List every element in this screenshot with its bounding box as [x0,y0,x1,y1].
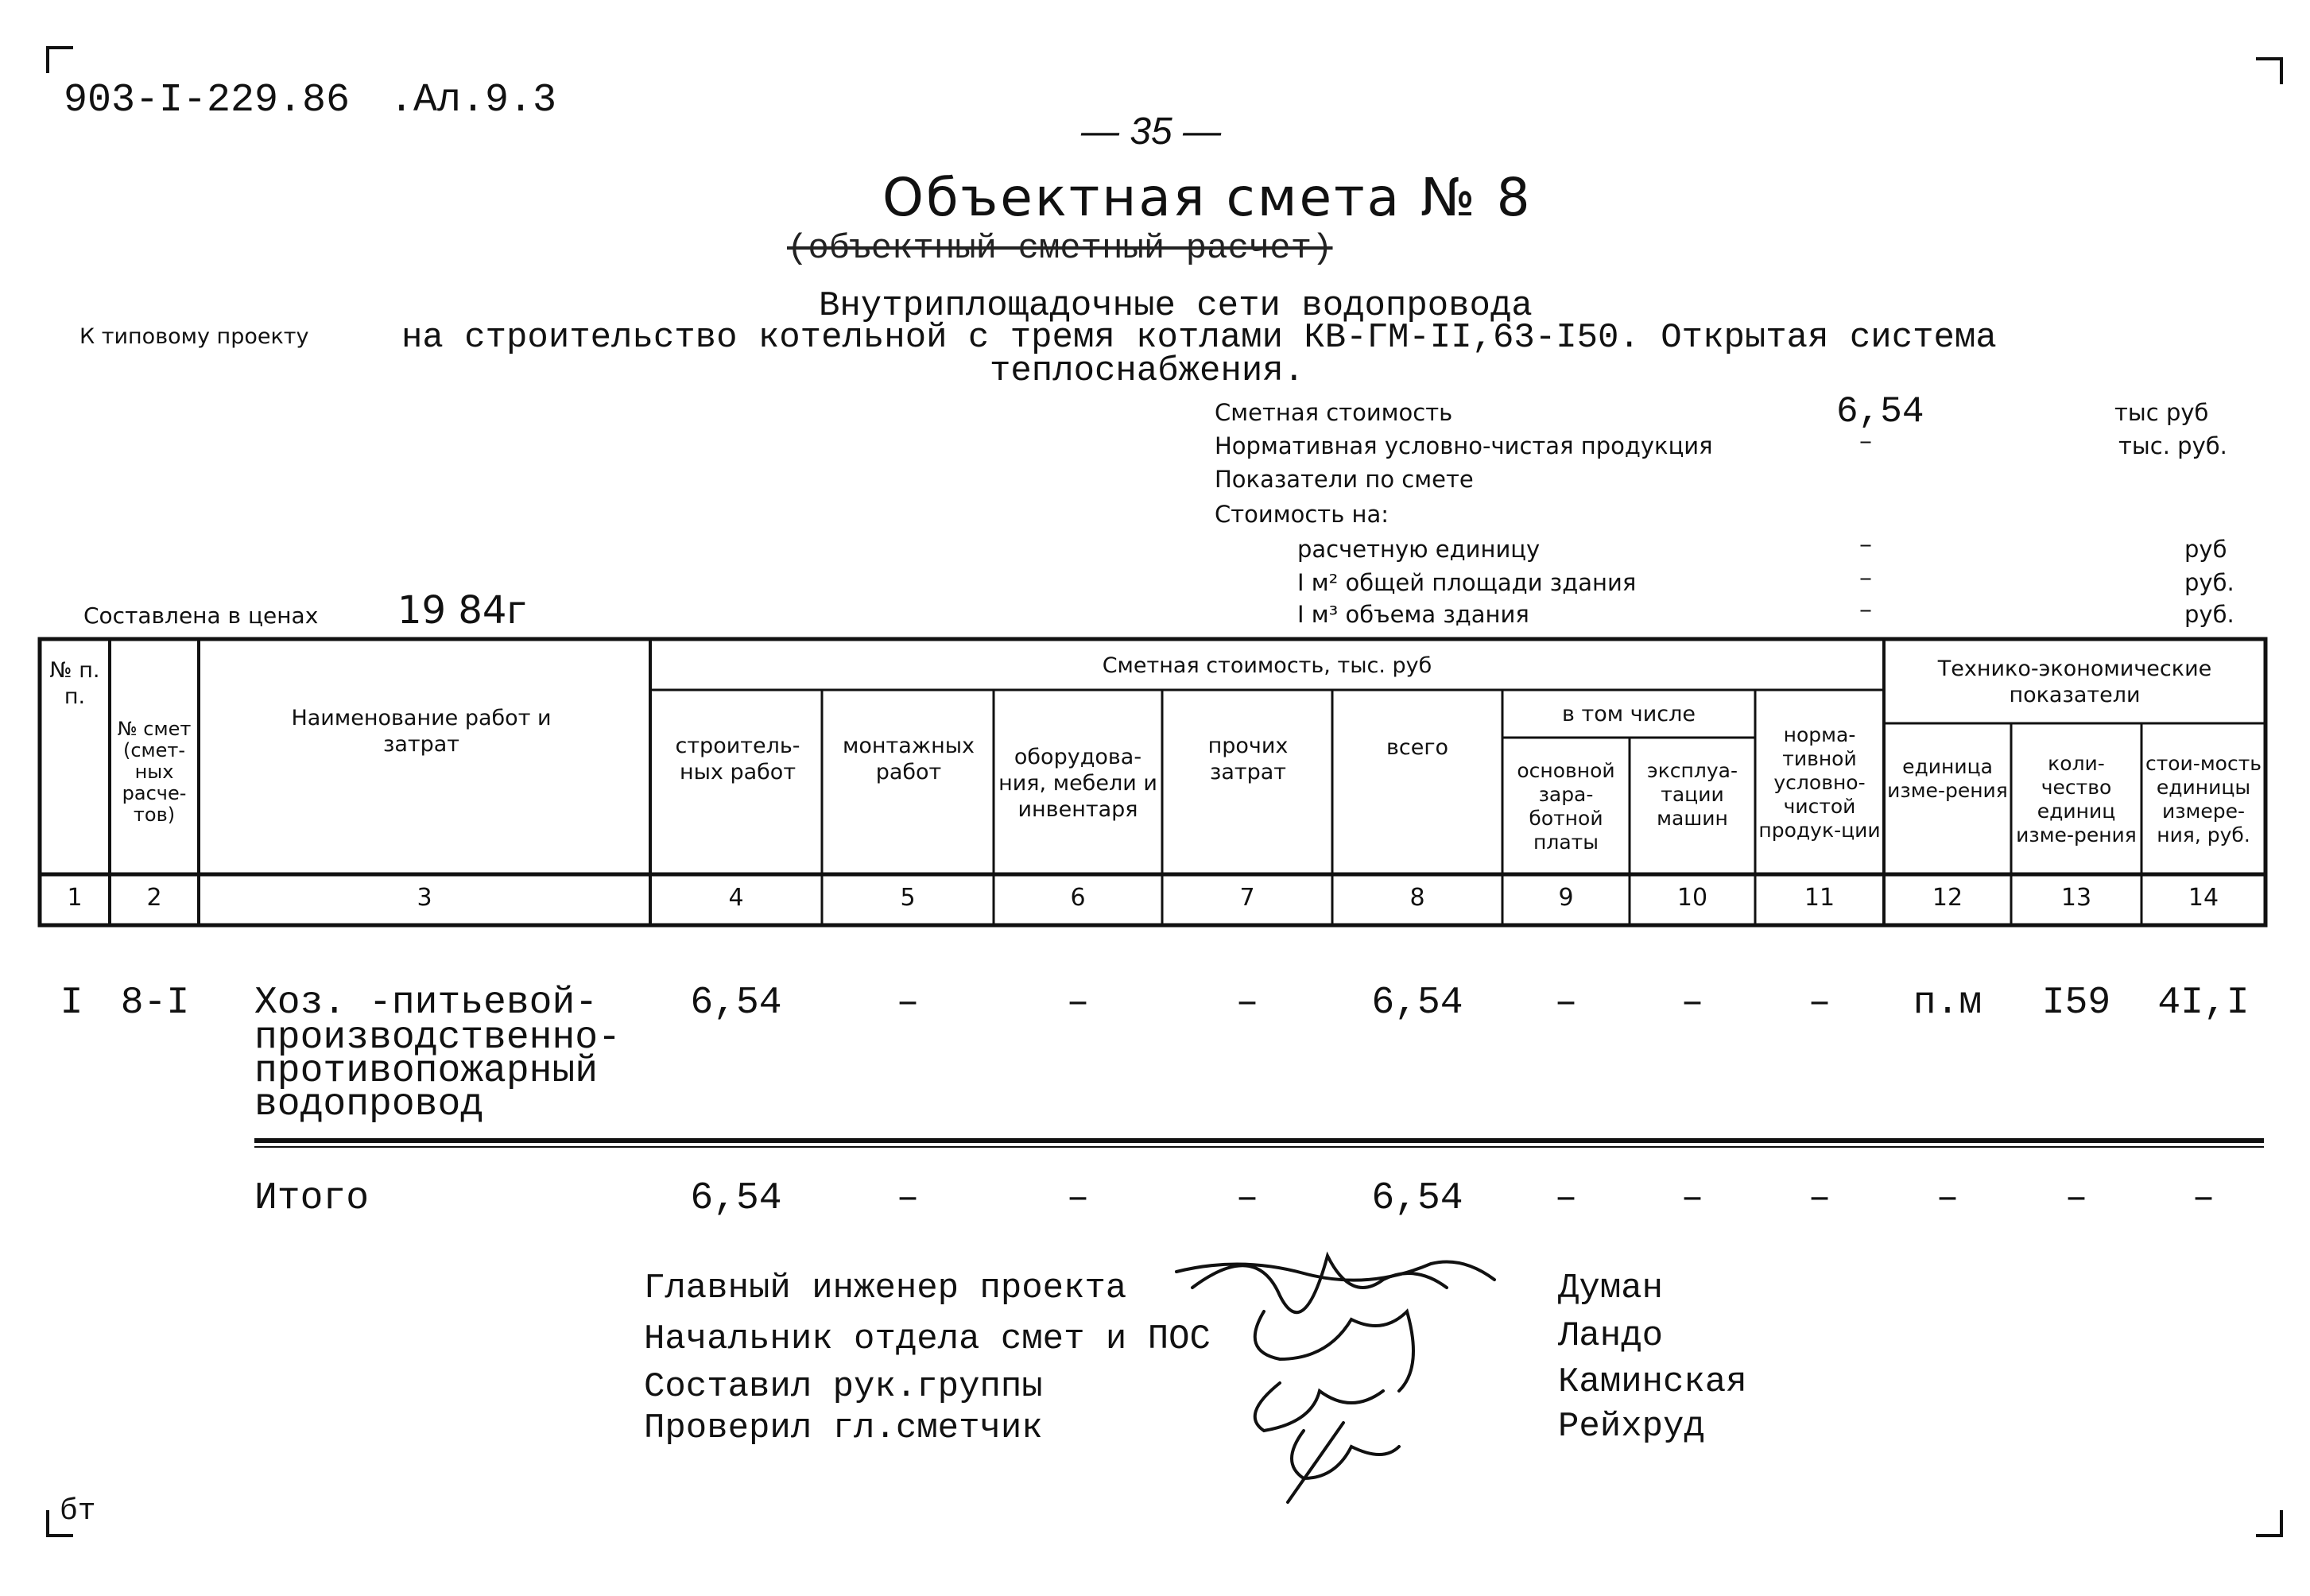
row-normative-output: – [1808,982,1831,1025]
column-number: 12 [1932,884,1963,912]
column-number: 8 [1409,884,1425,912]
column-number: 1 [67,884,83,912]
per-m2-label: I м² общей площади здания [1297,569,1637,596]
header-group-including: в том числе [1562,701,1696,726]
header-col7: прочих затрат [1207,734,1289,784]
header-col10: эксплуа-тации машин [1646,759,1738,830]
normative-output-unit: тыс. руб. [2118,432,2227,459]
signature-role: Составил рук.группы [644,1367,1043,1407]
signature-role: Проверил гл.сметчик [644,1408,1043,1448]
row-name-line: производственно- [254,1017,621,1059]
per-m3-value: – [1858,598,1874,625]
column-number: 6 [1070,884,1086,912]
page-number: — 35 — [1081,110,1222,153]
total-machine-operation: – [1680,1177,1704,1220]
total-unit: – [1936,1177,1959,1220]
total-total-cost: 6,54 [1371,1177,1463,1220]
row-name-line: Хоз. -питьевой- [254,982,599,1025]
indicators-label: Показатели по смете [1215,466,1474,493]
signature-name: Думан [1558,1269,1664,1308]
project-description-line1: на строительство котельной с тремя котлами КВ-ГМ-II,63-I50. Открытая система [401,318,1997,358]
row-equipment-cost: – [1066,982,1090,1025]
signature-role: Главный инженер проекта [644,1269,1127,1308]
total-equipment-cost: – [1066,1177,1090,1220]
column-number: 10 [1676,884,1708,912]
column-number: 2 [146,884,162,912]
total-other-cost: – [1235,1177,1259,1220]
total-unit-cost: – [2192,1177,2215,1220]
row-construction-cost: 6,54 [690,982,782,1025]
total-wages: – [1554,1177,1578,1220]
document-code: 903-I-229.86 [64,78,351,123]
row-number: I [60,982,83,1025]
sheet-code: .Ал.9.3 [390,78,557,123]
project-prefix: К типовому проекту [79,324,309,349]
per-m3-label: I м³ объема здания [1297,601,1529,628]
column-number: 7 [1239,884,1255,912]
header-col12: единица изме-рения [1887,755,2008,802]
row-name-line: противопожарный [254,1050,599,1093]
project-description-line2: теплоснабжения. [990,351,1305,391]
header-col6: оборудова-ния, мебели и инвентаря [998,744,1157,822]
header-col3: Наименование работ и затрат [291,706,552,757]
column-number: 13 [2060,884,2092,912]
row-total-cost: 6,54 [1371,982,1463,1025]
page-title: Объектная смета № 8 [882,167,1533,228]
column-number: 9 [1558,884,1574,912]
header-col1: № п. п. [49,658,100,709]
object-name: Внутриплощадочные сети водопровода [819,286,1533,326]
header-col5: монтажных работ [842,734,975,784]
signature-name: Ландо [1558,1316,1664,1356]
row-other-cost: – [1235,982,1259,1025]
prices-label: Составлена в ценах [83,602,319,629]
estimated-cost-unit: тыс руб [2114,399,2209,426]
row-unit: п.м [1913,982,1982,1025]
header-col8: всего [1386,734,1449,760]
signature-role: Начальник отдела смет и ПОС [644,1319,1211,1359]
handwritten-signatures [1145,1224,1526,1518]
column-number: 11 [1804,884,1835,912]
per-unit-unit: руб [2184,536,2227,563]
row-quantity: I59 [2041,982,2111,1025]
header-col2: № смет (смет-ных расче-тов) [117,717,192,826]
total-construction-cost: 6,54 [690,1177,782,1220]
row-wages: – [1554,982,1578,1025]
header-col4: строитель-ных работ [675,734,800,784]
prices-year: 19 84г [397,588,527,633]
signature-name: Рейхруд [1558,1407,1705,1447]
signature-name: Каминская [1558,1362,1747,1402]
footer-mark: бт [60,1494,96,1528]
total-normative-output: – [1808,1177,1831,1220]
normative-output-label: Нормативная условно-чистая продукция [1215,432,1713,459]
struck-subtitle: (объектный сметный расчет) [787,229,1333,269]
per-m2-unit: руб. [2184,569,2234,596]
cost-per-label: Стоимость на: [1215,501,1389,528]
header-col14: стои-мость единицы измере-ния, руб. [2145,752,2262,846]
total-label: Итого [254,1177,370,1220]
normative-output-value: – [1858,429,1874,456]
per-m3-unit: руб. [2184,601,2234,628]
row-installation-cost: – [896,982,920,1025]
per-unit-value: – [1858,533,1874,560]
header-group-cost: Сметная стоимость, тыс. руб [1102,653,1432,678]
per-unit-label: расчетную единицу [1297,536,1541,563]
estimated-cost-label: Сметная стоимость [1215,399,1453,426]
header-col9: основной зара-ботной платы [1517,759,1615,854]
row-estimate-number: 8-I [120,982,190,1025]
estimated-cost-value: 6,54 [1836,391,1924,432]
column-number: 3 [417,884,432,912]
header-col13: коли-чество единиц изме-рения [2016,752,2137,846]
per-m2-value: – [1858,566,1874,593]
row-unit-cost: 4I,I [2157,982,2250,1025]
row-machine-operation: – [1680,982,1704,1025]
header-group-tech: Технико-экономические показатели [1937,657,2212,707]
column-number: 5 [900,884,916,912]
row-name-line: водопровод [254,1083,484,1126]
total-quantity: – [2064,1177,2088,1220]
column-number: 14 [2188,884,2219,912]
header-col11: норма-тивной условно-чистой продук-ции [1758,723,1881,842]
column-number: 4 [728,884,744,912]
total-installation-cost: – [896,1177,920,1220]
